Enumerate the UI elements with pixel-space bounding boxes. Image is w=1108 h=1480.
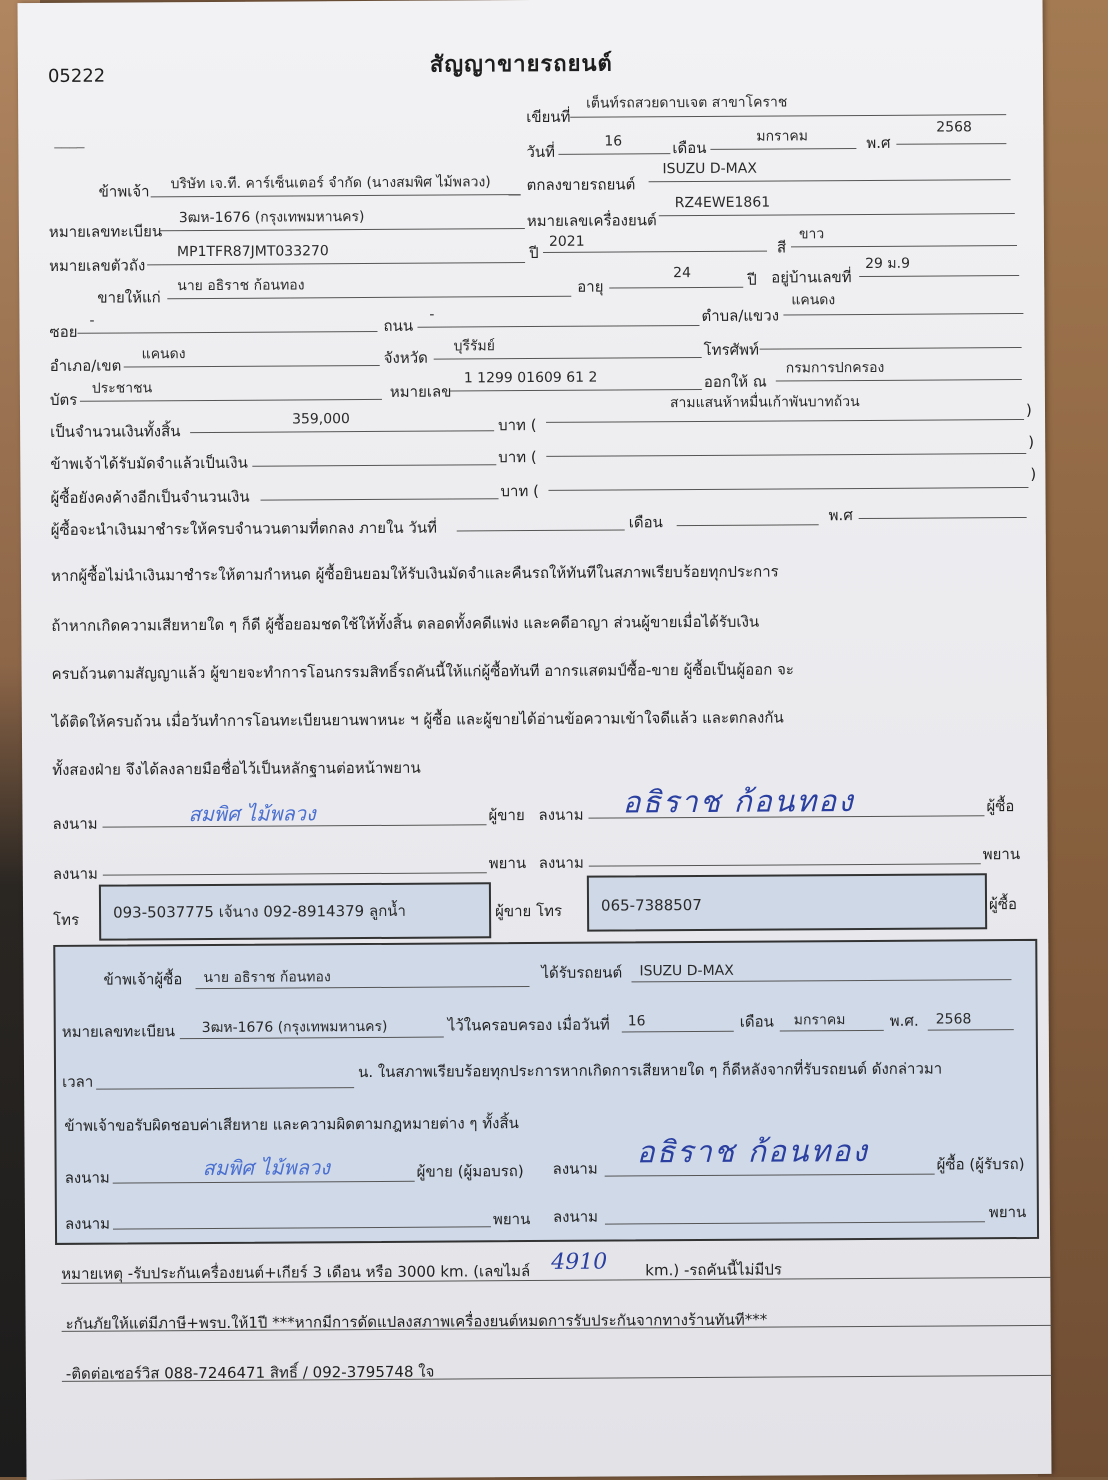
underline (450, 389, 702, 392)
underline (589, 863, 981, 866)
buyer-role: ผู้ซื้อ (988, 895, 1018, 914)
underline (417, 325, 699, 328)
province-value: บุรีรัมย์ (453, 338, 496, 355)
underline (159, 228, 525, 231)
underline (261, 498, 499, 500)
soi-value: - (89, 312, 95, 329)
sign-label: ลงนาม (538, 853, 584, 872)
underline (631, 979, 1011, 982)
due-month-label: เดือน (628, 513, 663, 532)
age-label: อายุ (577, 277, 604, 296)
sign-label: ลงนาม (64, 1168, 110, 1187)
card-no-label: หมายเลข (389, 382, 452, 401)
model-year-label: ปี (528, 243, 539, 263)
mileage-handwritten: 4910 (551, 1249, 608, 1275)
sign-label: ลงนาม (64, 1214, 111, 1233)
buyer-name-value: นาย อธิราช ก้อนทอง (177, 277, 305, 295)
terms-line: ได้ติดให้ครบถ้วน เมื่อวันทำการโอนทะเบียนยานพาหนะ ฯ ผู้ซื้อ และผู้ขายได้อ่านข้อความเข้าใจดีแล้ว และตกลงกัน (51, 708, 784, 731)
plate-label: หมายเลขทะเบียน (48, 222, 163, 241)
subdistrict-value: แคนดง (791, 292, 836, 309)
underline (80, 399, 382, 402)
receipt-buyer-label: ข้าพเจ้าผู้ซื้อ (103, 970, 183, 989)
underline (151, 194, 521, 197)
color-label: สี (776, 238, 787, 257)
underline (710, 148, 856, 150)
underline (78, 331, 378, 334)
underline (776, 379, 1022, 382)
receipt-plate-label: หมายเลขทะเบียน (61, 1022, 176, 1041)
month-label: เดือน (672, 138, 707, 158)
sign-label: ลงนาม (538, 805, 584, 824)
baht-label: บาท ( (498, 415, 537, 435)
road-label: ถนน (383, 316, 414, 335)
liability-text: ข้าพเจ้าขอรับผิดชอบค่าเสียหาย และความผิดตามกฎหมายต่าง ๆ ทั้งสิ้น (64, 1114, 519, 1135)
close-paren: ) (1030, 464, 1037, 483)
underline (103, 872, 487, 875)
buyer-role: ผู้ซื้อ (986, 797, 1015, 816)
document-title: สัญญาขายรถยนต์ (429, 51, 613, 78)
underline (434, 357, 702, 360)
day-value: 16 (604, 133, 623, 150)
car-brand-value: ISUZU D-MAX (662, 160, 757, 178)
house-no-label: อยู่บ้านเลขที่ (771, 268, 852, 287)
written-at-value: เต็นท์รถสวยดาบเจต สาขาโคราช (586, 94, 788, 112)
house-no-value: 29 ม.9 (865, 255, 911, 272)
due-label: ผู้ซื้อจะนำเงินมาชำระให้ครบจำนวนตามที่ตกลง ภายใน วันที่ (50, 518, 438, 539)
receipt-year-label: พ.ศ. (889, 1011, 919, 1030)
contract-paper (17, 0, 1051, 1480)
underline (124, 365, 380, 368)
witness-role: พยาน (988, 1203, 1027, 1222)
received-label: ได้รับรถยนต์ (541, 963, 623, 982)
sign-label: ลงนาม (552, 1207, 599, 1226)
dash-mark: ____ (54, 130, 85, 149)
due-year-label: พ.ศ (828, 506, 853, 525)
receipt-month-value: มกราคม (793, 1012, 846, 1029)
color-value: ขาว (798, 226, 825, 243)
underline (677, 524, 819, 526)
underline (928, 1029, 1014, 1031)
close-paren: ) (1028, 432, 1035, 451)
underline (543, 251, 767, 253)
model-year-value: 2021 (548, 233, 585, 250)
receipt-seller-signature: สมพิศ ไม้พลวง (202, 1155, 331, 1181)
card-value: ประชาชน (91, 380, 153, 397)
age-value: 24 (673, 265, 692, 282)
receipt-month-label: เดือน (739, 1012, 774, 1031)
year-label: พ.ศ (866, 133, 891, 152)
written-at-label: เขียนที่ (526, 107, 571, 127)
terms-line: หากผู้ซื้อไม่นำเงินมาชำระให้ตามกำหนด ผู้ซื้อยินยอมให้รับเงินมัดจำและคืนรถให้ทันทีในสภาพเรียบร้อยทุกประการ (50, 562, 779, 585)
seller-label: ข้าพเจ้า (98, 182, 150, 201)
underline (622, 1031, 734, 1033)
chassis-value: MP1TFR87JMT033270 (176, 243, 329, 261)
engine-label: หมายเลขเครื่องยนต์ (526, 211, 657, 231)
baht-label: บาท ( (500, 481, 539, 501)
sold-to-label: ขายให้แก่ (97, 288, 161, 307)
underline (791, 245, 1017, 247)
receipt-seller-role: ผู้ขาย (ผู้มอบรถ) (416, 1162, 524, 1181)
note-line-1: หมายเหตุ -รับประกันเครื่องยนต์+เกียร์ 3 เดือน หรือ 3000 km. (เลขไมล์ (61, 1262, 531, 1283)
underline (113, 1226, 491, 1229)
remaining-label: ผู้ซื้อยังคงค้างอีกเป็นจำนวนเงิน (50, 487, 250, 507)
receipt-buyer-role: ผู้ซื้อ (ผู้รับรถ) (936, 1155, 1025, 1174)
underline (252, 464, 496, 466)
underline (190, 430, 494, 433)
seller-phone-box (99, 882, 491, 940)
subdistrict-label: ตำบล/แขวง (701, 306, 780, 325)
possess-label: ไว้ในครอบครอง เมื่อวันที่ (447, 1015, 610, 1035)
total-label: เป็นจำนวนเงินทั้งสิ้น (50, 422, 181, 441)
age-unit: ปี (747, 270, 757, 289)
underline (570, 114, 1006, 118)
phone-label: โทรศัพท์ (703, 340, 759, 359)
time-label: เวลา (62, 1072, 94, 1091)
terms-line: ทั้งสองฝ่าย จึงได้ลงลายมือชื่อไว้เป็นหลักฐานต่อหน้าพยาน (52, 758, 421, 779)
plate-value: 3ฒห-1676 (กรุงเทพมหานคร) (178, 209, 365, 227)
seller-phone-value: 093-5037775 เจ้นาง 092-8914379 ลูกน้ำ (113, 901, 406, 922)
received-car-value: ISUZU D-MAX (639, 962, 734, 980)
seller-value: บริษัท เจ.ที. คาร์เซ็นเตอร์ จำกัด (นางสมพิศ ไม้พลวง) (170, 174, 491, 193)
underline (783, 313, 1023, 315)
district-value: แคนดง (141, 346, 186, 363)
total-words-value: สามแสนห้าหมื่นเก้าพันบาทถ้วน (669, 394, 860, 412)
underline (760, 347, 1022, 350)
district-label: อำเภอ/เขต (49, 356, 122, 375)
close-paren: ) (1025, 400, 1032, 419)
witness-role: พยาน (982, 845, 1021, 864)
underline (605, 1221, 985, 1224)
seller-signature: สมพิศ ไม้พลวง (188, 801, 316, 827)
seller-role: ผู้ขาย (488, 806, 525, 825)
baht-label: บาท ( (498, 447, 537, 467)
underline (649, 179, 1011, 182)
phone-label: โทร (53, 910, 80, 929)
chassis-label: หมายเลขตัวถัง (49, 256, 146, 275)
buyer-phone-value: 065-7388507 (600, 895, 702, 915)
receipt-year-value: 2568 (935, 1011, 972, 1028)
underline (147, 262, 525, 265)
date-label: วันที่ (526, 142, 556, 162)
card-label: บัตร (49, 390, 78, 409)
issued-by-value: กรมการปกครอง (785, 359, 885, 377)
underline (96, 1087, 354, 1090)
road-value: - (429, 306, 435, 323)
underline (859, 517, 1027, 519)
sign-label: ลงนาม (552, 1159, 598, 1178)
underline (609, 287, 743, 289)
underline (896, 143, 1006, 145)
receipt-buyer-signature: อธิราช ก้อนทอง (636, 1133, 869, 1171)
receipt-plate-value: 3ฒห-1676 (กรุงเทพมหานคร) (201, 1018, 388, 1037)
year-value: 2568 (936, 119, 972, 136)
total-value: 359,000 (291, 411, 351, 428)
underline (167, 296, 571, 299)
underline (180, 1037, 444, 1040)
sign-label: ลงนาม (52, 864, 98, 883)
issued-by-label: ออกให้ ณ (703, 372, 767, 391)
witness-role: พยาน (488, 854, 527, 873)
province-label: จังหวัด (383, 348, 428, 367)
note-line-1-end: km.) -รถคันนี้ไม่มีปร (645, 1260, 782, 1280)
agree-label: ตกลงขายรถยนต์ (526, 175, 636, 195)
month-value: มกราคม (756, 128, 809, 145)
underline (546, 453, 1026, 457)
receipt-day-value: 16 (627, 1013, 646, 1030)
sign-label: ลงนาม (52, 814, 98, 833)
buyer-signature: อธิราช ก้อนทอง (622, 784, 855, 821)
underline (558, 153, 670, 155)
deposit-label: ข้าพเจ้าได้รับมัดจำแล้วเป็นเงิน (50, 453, 248, 473)
note-line-2: ะกันภัยให้แต่มีภาษี+พรบ.ให้1ปี ***หากมีการดัดแปลงสภาพเครื่องยนต์หมดการรับประกันจากทางร้านทันที*** (65, 1310, 768, 1333)
underline (859, 275, 1019, 277)
underline (659, 213, 1015, 216)
card-no-value: 1 1299 01609 61 2 (463, 369, 598, 387)
underline (546, 419, 1024, 423)
note-line-3: -ติดต่อเซอร์วิส 088-7246471 สิทธิ์ / 092-3795748 ใจ (65, 1362, 435, 1383)
soi-label: ซอย (49, 322, 78, 341)
witness-role: พยาน (492, 1210, 531, 1229)
underline (548, 487, 1028, 491)
underline (780, 1030, 884, 1032)
seller-phone-label: ผู้ขาย โทร (494, 901, 563, 921)
underline (457, 529, 625, 531)
terms-line: ถ้าหากเกิดความเสียหายใด ๆ ก็ดี ผู้ซื้อยอมชดใช้ให้ทั้งสิ้น ตลอดทั้งคดีแพ่ง และคดีอาญา ส่วนผู้ขายเมื่อได้รับเงิน (51, 612, 760, 635)
engine-value: RZ4EWE1861 (674, 194, 771, 212)
condition-text: น. ในสภาพเรียบร้อยทุกประการหากเกิดการเสียหายใด ๆ ก็ดีหลังจากที่รับรถยนต์ ดังกล่าวมา (357, 1059, 943, 1082)
receipt-box (53, 939, 1039, 1245)
underline (196, 986, 530, 989)
receipt-buyer-value: นาย อธิราช ก้อนทอง (203, 969, 331, 987)
document-number: 05222 (47, 65, 106, 87)
terms-line: ครบถ้วนตามสัญญาแล้ว ผู้ขายจะทำการโอนกรรมสิทธิ์รถคันนี้ให้แก่ผู้ซื้อทันที อากรแสตมป์ซื้อ-ขาย ผู้ซื้อเป็นผู้ออก จะ (51, 660, 795, 683)
buyer-phone-box (587, 873, 987, 931)
